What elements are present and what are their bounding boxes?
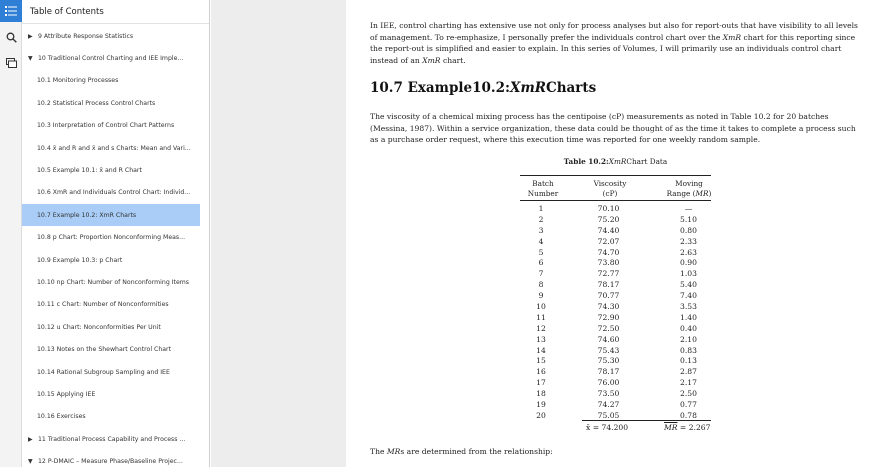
- batch-cell: 18: [536, 389, 546, 399]
- batch-cell: 15: [536, 356, 546, 366]
- mr-cell: 0.13: [680, 356, 697, 366]
- toc-header: Table of Contents: [22, 0, 209, 24]
- batch-cell: 13: [536, 334, 546, 344]
- toc-item-label: 10.13 Notes on the Shewhart Control Chart: [37, 346, 172, 354]
- toc-item-label: 9 Attribute Response Statistics: [38, 32, 134, 40]
- viscosity-cell: 73.50: [597, 389, 620, 399]
- toc-item-label: 10.11 c Chart: Number of Nonconformities: [37, 301, 169, 309]
- toc-item[interactable]: [22, 406, 200, 428]
- xbar-summary: x̄ = 74.200: [586, 423, 629, 432]
- mr-cell: 0.40: [680, 323, 697, 333]
- viscosity-cell: 74.60: [597, 334, 620, 344]
- toc-item[interactable]: [22, 92, 200, 114]
- table-header-rule: [520, 200, 711, 201]
- toc-item-label: 10.15 Applying IEE: [37, 390, 96, 398]
- viscosity-cell: 75.43: [597, 345, 620, 355]
- mr-cell: 3.53: [680, 302, 697, 312]
- mr-cell: 5.40: [680, 280, 697, 290]
- search-icon[interactable]: [0, 26, 22, 48]
- viscosity-cell: 72.07: [597, 236, 620, 246]
- batch-cell: 8: [538, 280, 544, 290]
- viscosity-cell: 76.00: [597, 378, 620, 388]
- toc-item[interactable]: [22, 137, 200, 159]
- viscosity-cell: 74.40: [597, 225, 620, 235]
- mr-cell: 2.33: [680, 236, 697, 246]
- mr-cell: 7.40: [680, 291, 697, 301]
- document-page: [346, 0, 885, 467]
- batch-cell: 1: [538, 204, 544, 213]
- batch-cell: 12: [536, 323, 546, 333]
- toc-item-label: 10.2 Statistical Process Control Charts: [37, 99, 156, 107]
- mr-cell: 0.83: [680, 345, 697, 355]
- header-moving-range: Moving Range (MR): [666, 179, 712, 198]
- toc-item[interactable]: [22, 383, 200, 405]
- viscosity-cell: 74.27: [597, 400, 620, 410]
- toc-item[interactable]: [22, 316, 200, 338]
- toc-item[interactable]: [22, 451, 200, 473]
- viscosity-cell: 72.77: [597, 269, 620, 279]
- mr-cell: 2.17: [680, 378, 697, 388]
- toc-item-label: 10.5 Example 10.1: x̄ and R Chart: [37, 166, 142, 174]
- header-batch: Batch Number: [527, 179, 559, 198]
- mr-cell: 2.10: [680, 334, 697, 344]
- toc-item-label: 10.3 Interpretation of Control Chart Patterns: [37, 122, 175, 130]
- icon-rail: [0, 0, 22, 467]
- toc-item-label: 10.9 Example 10.3: p Chart: [37, 256, 123, 264]
- batch-cell: 5: [538, 247, 544, 257]
- batch-cell: 16: [536, 367, 546, 377]
- toc-item-label: 10.7 Example 10.2: XmR Charts: [37, 211, 137, 219]
- mr-cell: 0.90: [680, 258, 697, 268]
- toc-item-label: 10.1 Monitoring Processes: [37, 77, 119, 85]
- toc-item[interactable]: [22, 361, 200, 383]
- batch-cell: 14: [536, 345, 546, 355]
- toc-item[interactable]: [22, 159, 200, 181]
- toc-item[interactable]: [22, 70, 200, 92]
- expanded-triangle-icon[interactable]: ▼: [28, 54, 33, 62]
- toc-panel: [22, 0, 210, 467]
- viscosity-cell: 78.17: [597, 367, 620, 377]
- header-viscosity: Viscosity (cP): [593, 179, 627, 198]
- mr-cell: 1.03: [680, 269, 697, 279]
- toc-item[interactable]: [22, 249, 200, 271]
- toc-item-label: 10.16 Exercises: [37, 413, 86, 421]
- mr-cell: 0.78: [680, 410, 697, 420]
- toc-item[interactable]: [22, 227, 200, 249]
- toc-item-label: 10 Traditional Control Charting and IEE Imple...: [38, 54, 184, 62]
- toc-item-label: 10.14 Rational Subgroup Sampling and IEE: [37, 368, 170, 376]
- batch-cell: 2: [538, 214, 544, 224]
- mr-cell: 2.87: [680, 367, 697, 377]
- batch-cell: 10: [536, 302, 546, 312]
- mr-cell: 5.10: [680, 214, 697, 224]
- mr-cell: 0.80: [680, 225, 697, 235]
- toc-item[interactable]: [22, 204, 200, 226]
- viscosity-column: [586, 204, 631, 422]
- mr-column: [666, 204, 711, 422]
- collapsed-triangle-icon[interactable]: ▶: [28, 435, 33, 443]
- batch-cell: 4: [538, 236, 544, 246]
- batch-cell: 20: [536, 410, 546, 420]
- toc-icon[interactable]: [0, 0, 22, 22]
- toc-item[interactable]: [22, 182, 200, 204]
- table-top-rule: [520, 175, 711, 176]
- toc-item[interactable]: [22, 271, 200, 293]
- toc-item-label: 12 P-DMAIC – Measure Phase/Baseline Projec...: [38, 458, 183, 466]
- batch-cell: 7: [538, 269, 544, 279]
- batch-cell: 9: [538, 291, 544, 301]
- body-paragraph: The viscosity of a chemical mixing process has the centipoise (cP) measurements as noted in Table 10.2 for 20 batches (Messina, 1987). Within a service organization, these data could be thought of as the time it takes to complete a process such as a purchase order request, where this execution time was reported for one weekly random sample.: [370, 112, 856, 145]
- mr-cell: 0.77: [680, 400, 697, 410]
- toc-item-label: 10.8 p Chart: Proportion Nonconforming Meas...: [37, 234, 186, 242]
- toc-item[interactable]: [22, 47, 200, 69]
- mr-cell: 2.50: [680, 389, 697, 399]
- toc-item[interactable]: [22, 428, 200, 450]
- toc-item-label: 10.12 u Chart: Nonconformities Per Unit: [37, 323, 161, 331]
- viscosity-cell: 72.90: [597, 312, 620, 322]
- viscosity-cell: 74.30: [597, 302, 620, 312]
- batch-column: [526, 204, 556, 422]
- viscosity-cell: 78.17: [597, 280, 620, 290]
- batch-cell: 6: [538, 258, 544, 268]
- toc-item[interactable]: [22, 339, 200, 361]
- viscosity-cell: 73.80: [597, 258, 620, 268]
- viscosity-cell: 75.30: [597, 356, 620, 366]
- batch-cell: 17: [536, 378, 546, 388]
- viscosity-cell: 72.50: [597, 323, 620, 333]
- section-heading: 10.7 Example10.2:XmRCharts: [370, 80, 597, 96]
- intro-paragraph: In IEE, control charting has extensive use not only for process analyses but also for report-outs that have visibility to all levels of management. To re-emphasize, I personally prefer the individuals control chart over the XmR chart for this reporting since the report-out is simplified and easier to explain. In this series of Volumes, I will primarily use an individuals control chart instead of an XmR chart.: [370, 21, 858, 65]
- batch-cell: 19: [536, 400, 546, 410]
- toc-item-label: 10.6 XmR and Individuals Control Chart: Individ...: [37, 189, 191, 197]
- viscosity-cell: 70.77: [597, 291, 620, 301]
- pages-icon[interactable]: [0, 52, 22, 74]
- toc-item[interactable]: [22, 25, 200, 47]
- viscosity-cell: 75.20: [597, 214, 620, 224]
- table-caption: Table 10.2:XmRChart Data: [563, 157, 668, 166]
- batch-cell: 3: [538, 225, 544, 235]
- expanded-triangle-icon[interactable]: ▼: [28, 458, 33, 466]
- toc-item-label: 10.10 np Chart: Number of Nonconforming Items: [37, 278, 190, 286]
- mrbar-summary: $\overline{MR} = 2.267$: [664, 423, 711, 432]
- viscosity-cell: 74.70: [597, 247, 620, 257]
- mr-cell: 2.63: [680, 247, 697, 257]
- document-gutter: [211, 0, 346, 467]
- toc-item-label: 11 Traditional Process Capability and Process ...: [38, 435, 186, 443]
- viscosity-cell: 70.10: [597, 204, 620, 213]
- footer-paragraph: The MRs are determined from the relationship:: [370, 447, 553, 456]
- viscosity-cell: 75.05: [597, 410, 620, 420]
- toc-item[interactable]: [22, 115, 200, 137]
- mr-cell: 1.40: [680, 312, 697, 322]
- batch-cell: 11: [536, 312, 546, 322]
- toc-item[interactable]: [22, 294, 200, 316]
- toc-item-label: 10.4 x̄ and R and x̄ and s Charts: Mean and Vari...: [37, 144, 191, 152]
- collapsed-triangle-icon[interactable]: ▶: [28, 32, 33, 40]
- mr-cell: —: [684, 204, 693, 213]
